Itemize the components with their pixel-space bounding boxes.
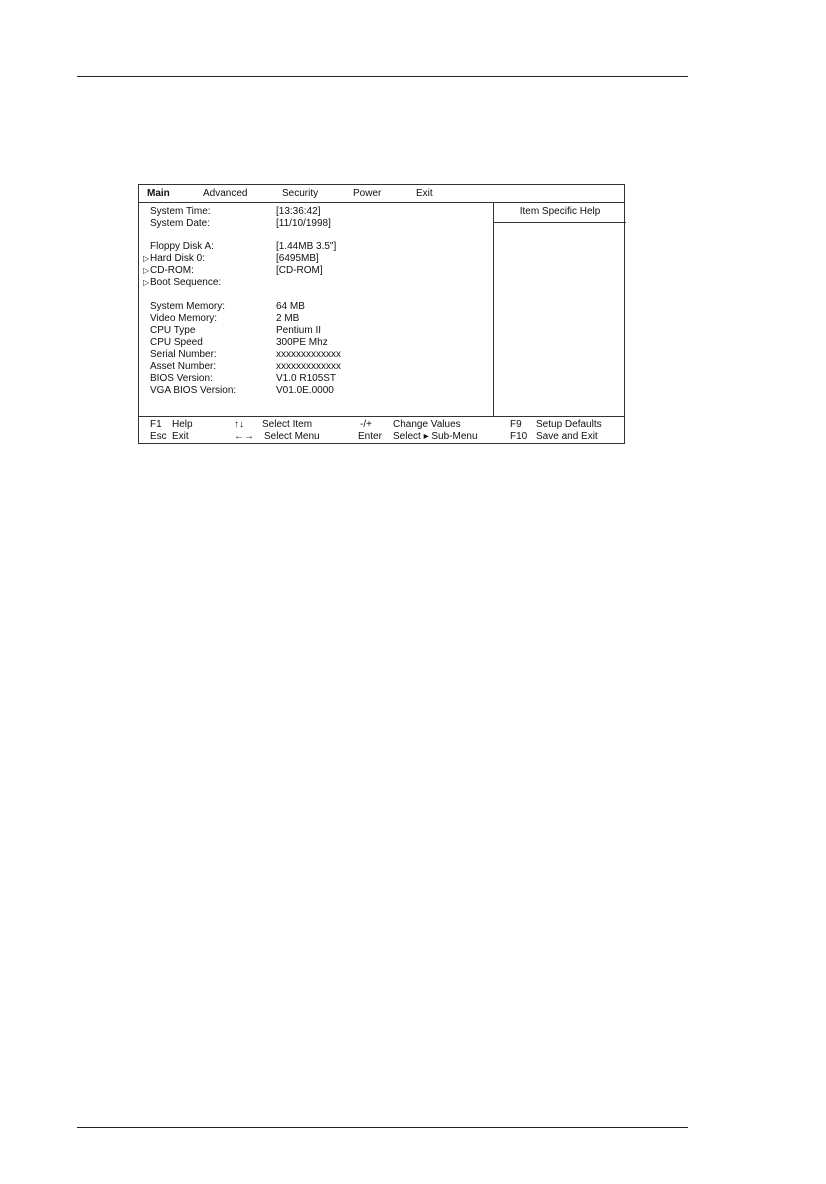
submenu-pointer-icon: ▷ <box>143 266 150 275</box>
key-left-right-desc: Select Menu <box>264 431 320 442</box>
setting-row[interactable] <box>139 206 489 218</box>
setting-row[interactable] <box>139 361 489 373</box>
help-panel <box>493 202 626 416</box>
setting-row[interactable] <box>139 385 489 397</box>
key-plus-minus: -/+ <box>360 419 372 430</box>
submenu-pointer-icon: ▷ <box>143 254 150 263</box>
setting-value[interactable]: [1.44MB 3.5"] <box>276 241 337 252</box>
key-f10-desc: Save and Exit <box>536 431 598 442</box>
setting-row[interactable] <box>139 349 489 361</box>
setting-value[interactable]: [11/10/1998] <box>276 218 331 229</box>
setting-row[interactable] <box>139 313 489 325</box>
key-f1: F1 <box>150 419 162 430</box>
setting-label: CD-ROM: <box>150 265 194 276</box>
key-left-right: ←→ <box>234 431 254 442</box>
setting-label: System Date: <box>150 218 211 229</box>
settings-area <box>139 202 624 417</box>
setting-row[interactable] <box>139 253 489 265</box>
setting-value[interactable]: Pentium II <box>276 325 322 336</box>
setting-value[interactable]: xxxxxxxxxxxxx <box>276 349 341 360</box>
setting-label: CPU Speed <box>150 337 203 348</box>
submenu-pointer-icon: ▷ <box>143 278 150 287</box>
setting-value[interactable]: V1.0 R105ST <box>276 373 337 384</box>
setting-row[interactable] <box>139 277 489 289</box>
key-f10: F10 <box>510 431 528 442</box>
menu-security[interactable]: Security <box>282 188 319 199</box>
help-panel-title: Item Specific Help <box>494 202 626 223</box>
key-f9: F9 <box>510 419 522 430</box>
key-up-down: ↑↓ <box>234 419 244 430</box>
setting-row[interactable] <box>139 218 489 230</box>
key-esc-desc: Exit <box>172 431 189 442</box>
key-plus-minus-desc: Change Values <box>393 419 461 430</box>
setting-value[interactable]: [13:36:42] <box>276 206 321 217</box>
top-rule <box>77 76 688 77</box>
key-f1-desc: Help <box>172 419 193 430</box>
menu-advanced[interactable]: Advanced <box>203 188 248 199</box>
setting-label: Hard Disk 0: <box>150 253 206 264</box>
setting-label: BIOS Version: <box>150 373 213 384</box>
key-enter: Enter <box>358 431 382 442</box>
setting-value[interactable]: xxxxxxxxxxxxx <box>276 361 341 372</box>
setting-label: Boot Sequence: <box>150 277 222 288</box>
key-up-down-desc: Select Item <box>262 419 313 430</box>
setting-label: Floppy Disk A: <box>150 241 214 252</box>
setting-row[interactable] <box>139 265 489 277</box>
setting-label: Video Memory: <box>150 313 218 324</box>
setting-label: System Time: <box>150 206 211 217</box>
key-legend <box>139 416 624 444</box>
bios-setup-screen <box>138 184 625 444</box>
setting-value[interactable]: [6495MB] <box>276 253 319 264</box>
setting-label: Asset Number: <box>150 361 217 372</box>
setting-value[interactable]: V01.0E.0000 <box>276 385 334 396</box>
setting-label: System Memory: <box>150 301 226 312</box>
setting-value[interactable]: 300PE Mhz <box>276 337 328 348</box>
setting-row[interactable] <box>139 241 489 253</box>
setting-row[interactable] <box>139 337 489 349</box>
menu-exit[interactable]: Exit <box>416 188 433 199</box>
key-legend-row <box>139 419 624 431</box>
menu-main[interactable]: Main <box>147 188 170 199</box>
bottom-rule <box>77 1127 688 1128</box>
menu-bar <box>139 185 624 203</box>
setting-label: CPU Type <box>150 325 196 336</box>
key-enter-desc: Select ▸ Sub-Menu <box>393 431 478 442</box>
setting-value[interactable]: 2 MB <box>276 313 300 324</box>
setting-label: Serial Number: <box>150 349 217 360</box>
setting-row[interactable] <box>139 325 489 337</box>
key-f9-desc: Setup Defaults <box>536 419 602 430</box>
key-esc: Esc <box>150 431 167 442</box>
menu-power[interactable]: Power <box>353 188 382 199</box>
key-legend-row <box>139 431 624 443</box>
setting-label: VGA BIOS Version: <box>150 385 237 396</box>
setting-value[interactable]: 64 MB <box>276 301 305 312</box>
setting-row[interactable] <box>139 373 489 385</box>
setting-row[interactable] <box>139 301 489 313</box>
setting-value[interactable]: [CD-ROM] <box>276 265 323 276</box>
